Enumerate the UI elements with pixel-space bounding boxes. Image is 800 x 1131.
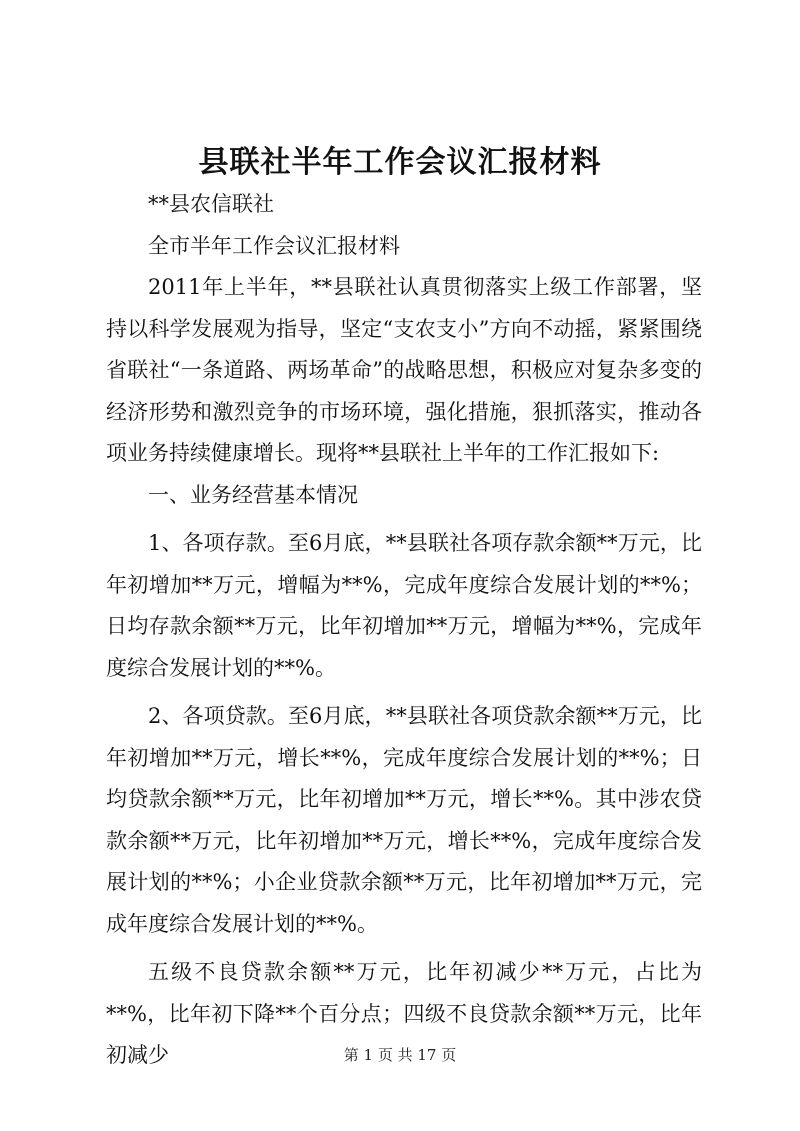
page-number-footer: 第 1 页 共 17 页 (343, 1046, 457, 1064)
paragraph-intro: 2011年上半年，**县联社认真贯彻落实上级工作部署，坚持以科学发展观为指导，坚定“支农支小”方向不动摇，紧紧围绕省联社“一条道路、两场革命”的战略思想，积极应对复杂多变的经济形势和激烈竞争的市场环境，强化措施，狠抓落实，推动各项业务持续健康增长。现将**县联社上半年的工作汇报如下: (106, 275, 702, 465)
document-title: 县联社半年工作会议汇报材料 (198, 145, 602, 180)
document-body (106, 184, 702, 1077)
paragraph-organization: **县农信联社 (148, 192, 274, 216)
paragraph-nonperforming-loans: 五级不良贷款余额**万元，比年初减少**万元，占比为**%，比年初下降**个百分点；四级不良贷款余额**万元，比年初减少 (106, 960, 702, 1067)
paragraph-loans: 2、各项贷款。至6月底，**县联社各项贷款余额**万元，比年初增加**万元，增长**%，完成年度综合发展计划的**%；日均贷款余额**万元，比年初增加**万元，增长**%。其中涉农贷款余额**万元，比年初增加**万元，增长**%，完成年度综合发展计划的**%；小企业贷款余额**万元，比年初增加**万元，完成年度综合发展计划的**%。 (106, 704, 702, 936)
paragraph-subtitle: 全市半年工作会议汇报材料 (148, 233, 400, 258)
section-heading-business: 一、业务经营基本情况 (148, 482, 358, 507)
paragraph-deposits: 1、各项存款。至6月底，**县联社各项存款余额**万元，比年初增加**万元，增幅为**%，完成年度综合发展计划的**%；日均存款余额**万元，比年初增加**万元，增幅为**%，完成年度综合发展计划的**%。 (106, 531, 702, 680)
